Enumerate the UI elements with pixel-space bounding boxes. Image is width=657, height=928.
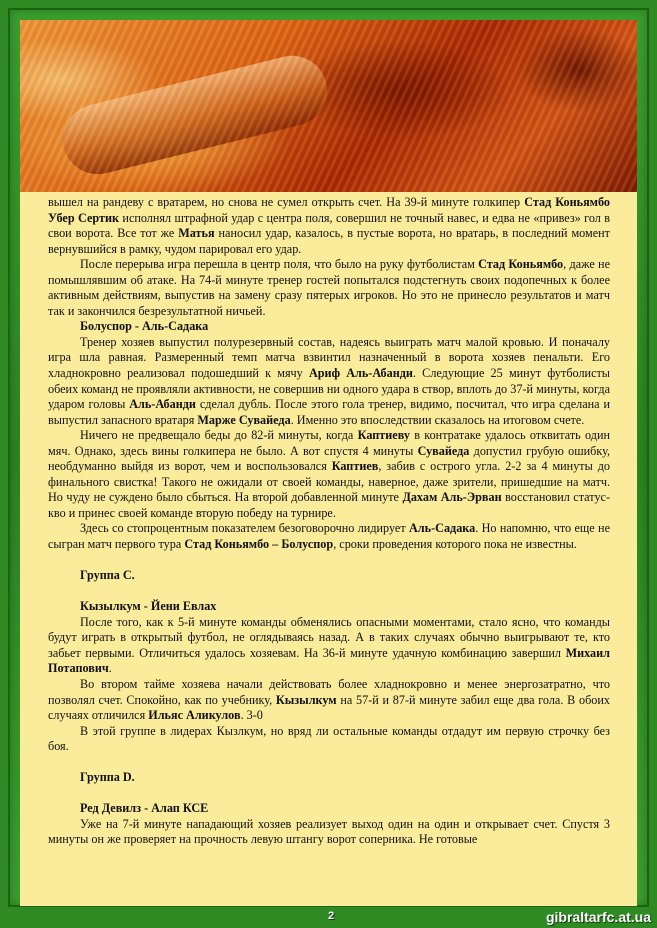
section-heading <box>48 770 610 786</box>
text-run: В этой группе в лидерах Кызлкум, но вряд ли остальные команды отдадут им первую строчку без боя. <box>48 723 610 754</box>
text-run: После того, как к 5-й минуте команды обменялись опасными моментами, стало ясно, что команды будут играть в открытый футбол, не оглядываясь назад. А в таких случаях обычно выигрывают те, кто забьет первыми. Отличиться удалось хозяевам. На 36-й минуте удачную комбинацию завершил <box>48 614 610 660</box>
bold-name: Сувайеда <box>417 443 470 458</box>
bold-name: Дахам Аль-Эрван <box>402 490 502 505</box>
text-run: Болуспор - Аль-Садака <box>80 319 209 334</box>
bold-name: Ариф Аль-Абанди <box>308 366 413 381</box>
section-heading <box>48 599 610 615</box>
text-run: . Именно это впоследствии сказалось на итоговом счете. <box>290 412 585 427</box>
text-run: . Следующие 25 минут футболисты обеих команд не проявляли активности, не совершив ни одного удара в створ, вплоть до 37-й минуты, когда ударом головы <box>48 366 610 412</box>
text-run: , забив с острого угла. 2-2 за 4 минуты до финального свистка! Такого не ожидали от своей команды, наверное, даже зрители, пришедшие на матч. Но чуду не суждено было сбыться. На второй добавленной минуте <box>48 459 610 505</box>
text-run: Тренер хозяев выпустил полурезервный состав, надеясь выиграть матч малой кровью. И поначалу игра шла равная. Размеренный темп матча взвинтил назначенный в ворота хозяев пенальти. Его хладнокровно реализовал подошедший к мячу <box>48 334 610 381</box>
bold-name: Аль-Абанди <box>129 397 196 412</box>
text-run: После перерыва игра перешла в центр поля, что было на руку футболистам <box>80 257 479 272</box>
bold-name: Кызылкум <box>275 692 337 707</box>
text-run: . Но напомню, что еще не сыгран матч первого тура <box>48 521 610 552</box>
paragraph <box>48 257 610 319</box>
paragraph <box>48 677 610 724</box>
text-run: в контратаке удалось отквитать один мяч. Однако, здесь вины голкипера не было. А вот спустя 4 минуты <box>48 428 610 458</box>
text-run: , сроки проведения которого пока не известны. <box>333 537 577 552</box>
section-heading <box>48 568 610 584</box>
section-heading <box>48 801 610 817</box>
text-run: Ничего не предвещало беды до 82-й минуты, когда <box>80 428 358 443</box>
article-body <box>48 195 610 848</box>
text-run: . 3-0 <box>240 708 263 723</box>
text-run: вышел на рандеву с вратарем, но снова не сумел открыть счет. На 39-й минуте голкипер <box>48 195 525 209</box>
text-run: наносил удар, казалось, в пустые ворота, но вратарь, в последний момент вернувшийся в рамку, чудом парировал его удар. <box>48 226 610 256</box>
paragraph <box>48 521 610 552</box>
bold-name: Стад Коньямбо Убер Сертик <box>48 195 610 225</box>
site-url: gibraltarfc.at.ua <box>545 909 651 925</box>
paragraph <box>48 724 610 755</box>
banner-texture <box>20 20 637 192</box>
text-run: . <box>108 661 112 676</box>
text-run: исполнял штрафной удар с центра поля, совершил не точный навес, и едва не «привез» гол в свои ворота. Все тот же <box>48 210 611 241</box>
section-heading <box>48 319 610 335</box>
spacer <box>48 584 610 600</box>
bold-name: Михаил Потапович <box>48 645 610 676</box>
bold-name: Аль-Садака <box>409 521 476 536</box>
paragraph <box>48 428 610 521</box>
text-run: Ред Девилз - Алап КСЕ <box>80 801 209 816</box>
text-run: на 57-й и 87-й минуте забил еще два гола. В обоих случаях отличился <box>48 692 610 723</box>
text-run: Здесь со стопроцентным показателем безоговорочно лидирует <box>80 521 409 536</box>
spacer <box>48 755 610 771</box>
text-run: Группа С. <box>80 568 135 583</box>
paragraph <box>48 817 610 848</box>
bold-name: Каптиеву <box>357 428 410 443</box>
bold-name: Марже Сувайеда <box>197 412 291 427</box>
bold-name: Стад Коньямбо – Болуспор <box>184 537 334 552</box>
bold-name: Ильяс Аликулов <box>148 708 241 723</box>
bold-name: Матья <box>178 226 215 241</box>
text-run: сделал дубль. После этого гола тренер, видимо, посчитал, что игра сделана и выпустил запасного вратаря <box>48 397 610 427</box>
text-run: , даже не помышлявшим об атаке. На 74-й минуте тренер гостей попытался подстегнуть своих подопечных к более активным действиям, выпустив на замену сразу пятерых игроков. Но это не принесло результатов и матч так и закончился безрезультатной ничьей. <box>48 257 610 318</box>
text-run: восстановил статус-кво и принес своей команде вторую победу на турнире. <box>48 490 611 520</box>
text-run: Кызылкум - Йени Евлах <box>80 599 217 614</box>
spacer <box>48 786 610 802</box>
spacer <box>48 553 610 569</box>
text-run: Во втором тайме хозяева начали действовать более хладнокровно и менее энергозатратно, что позволял счет. Спокойно, как по учебнику, <box>48 676 610 707</box>
text-run: Уже на 7-й минуте нападающий хозяев реализует выход один на один и открывает счет. Спустя 3 минуты он же проверяет на прочность левую штангу ворот соперника. Не готовые <box>48 816 610 847</box>
bold-name: Стад Коньямбо <box>478 257 564 272</box>
text-run: допустил грубую ошибку, необдуманно выйдя из ворот, чем и воспользовался <box>48 443 611 474</box>
paragraph <box>48 615 610 677</box>
paragraph <box>48 335 610 428</box>
bold-name: Каптиев <box>331 459 379 474</box>
header-banner-image <box>20 20 637 192</box>
text-run: Группа D. <box>80 770 135 785</box>
paragraph <box>48 195 610 257</box>
page-number: 2 <box>328 910 335 922</box>
